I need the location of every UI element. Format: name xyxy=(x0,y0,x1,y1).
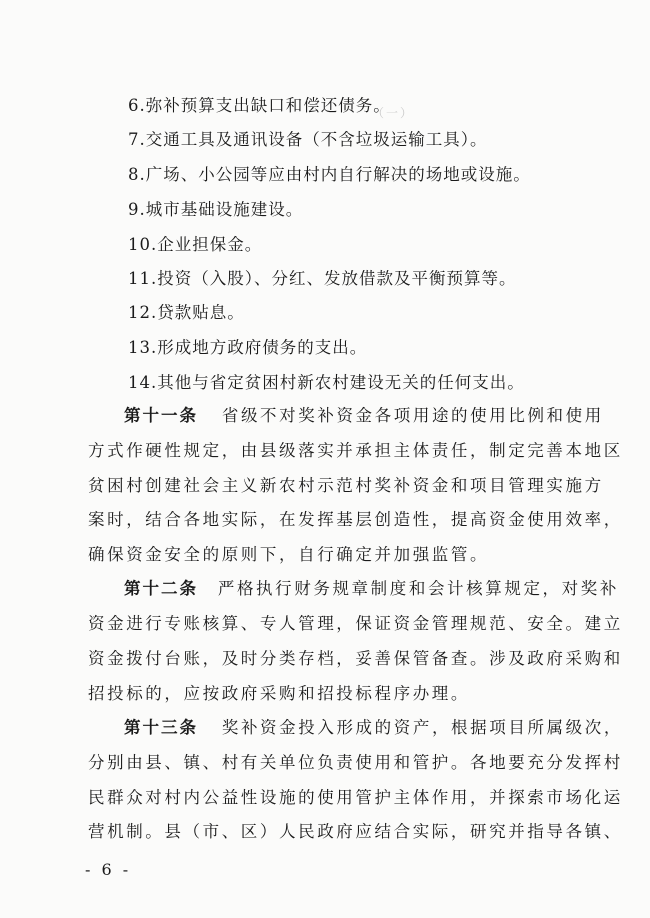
article-12-paragraph-line xyxy=(124,575,619,599)
article-11-heading: 第十一条 xyxy=(124,406,198,425)
article-11-paragraph-line xyxy=(124,402,604,426)
article-11-paragraph-line: 案时，结合各地实际，在发挥基层创造性，提高资金使用效率， xyxy=(88,510,623,529)
article-11-paragraph-line: 贫困村创建社会主义新农村示范村奖补资金和项目管理实施方 xyxy=(88,476,604,495)
article-12-heading: 第十二条 xyxy=(124,579,198,598)
list-item: 11.投资（入股）、分红、发放借款及平衡预算等。 xyxy=(128,269,517,288)
list-item: 7.交通工具及通讯设备（不含垃圾运输工具）。 xyxy=(128,130,488,149)
list-item: 10.企业担保金。 xyxy=(128,235,263,254)
list-item: 6.弥补预算支出缺口和偿还债务。 xyxy=(128,96,391,115)
list-item: 13.形成地方政府债务的支出。 xyxy=(128,338,368,357)
list-item: 12.贷款贴息。 xyxy=(128,303,245,322)
article-13-paragraph-line: 民群众对村内公益性设施的使用管护主体作用，并探索市场化运 xyxy=(88,788,623,807)
article-13-text: 奖补资金投入形成的资产，根据项目所属级次， xyxy=(221,718,623,737)
article-11-paragraph-line: 方式作硬性规定，由县级落实并承担主体责任，制定完善本地区 xyxy=(88,441,623,460)
list-item: 9.城市基础设施建设。 xyxy=(128,200,304,219)
list-item: 8.广场、小公园等应由村内自行解决的场地或设施。 xyxy=(128,165,531,184)
article-13-paragraph-line: 营机制。县（市、区）人民政府应结合实际，研究并指导各镇、 xyxy=(88,822,623,841)
article-13-paragraph-line xyxy=(124,714,623,738)
article-12-paragraph-line: 招投标的，应按政府采购和招投标程序办理。 xyxy=(88,684,470,703)
article-11-paragraph-line: 确保资金安全的原则下，自行确定并加强监管。 xyxy=(88,545,490,564)
article-13-paragraph-line: 分别由县、镇、村有关单位负责使用和管护。各地要充分发挥村 xyxy=(88,753,623,772)
article-12-paragraph-line: 资金进行专账核算、专人管理，保证资金管理规范、安全。建立 xyxy=(88,614,623,633)
article-12-text: 严格执行财务规章制度和会计核算规定，对奖补 xyxy=(217,579,619,598)
list-item: 14.其他与省定贫困村新农村建设无关的任何支出。 xyxy=(128,373,525,392)
page-number: - 6 - xyxy=(85,860,132,879)
article-13-heading: 第十三条 xyxy=(124,718,198,737)
article-12-paragraph-line: 资金拨付台账，及时分类存档，妥善保管备查。涉及政府采购和 xyxy=(88,649,623,668)
article-11-text: 省级不对奖补资金各项用途的使用比例和使用 xyxy=(221,406,604,425)
bleed-through-mark: （一） xyxy=(372,106,619,120)
